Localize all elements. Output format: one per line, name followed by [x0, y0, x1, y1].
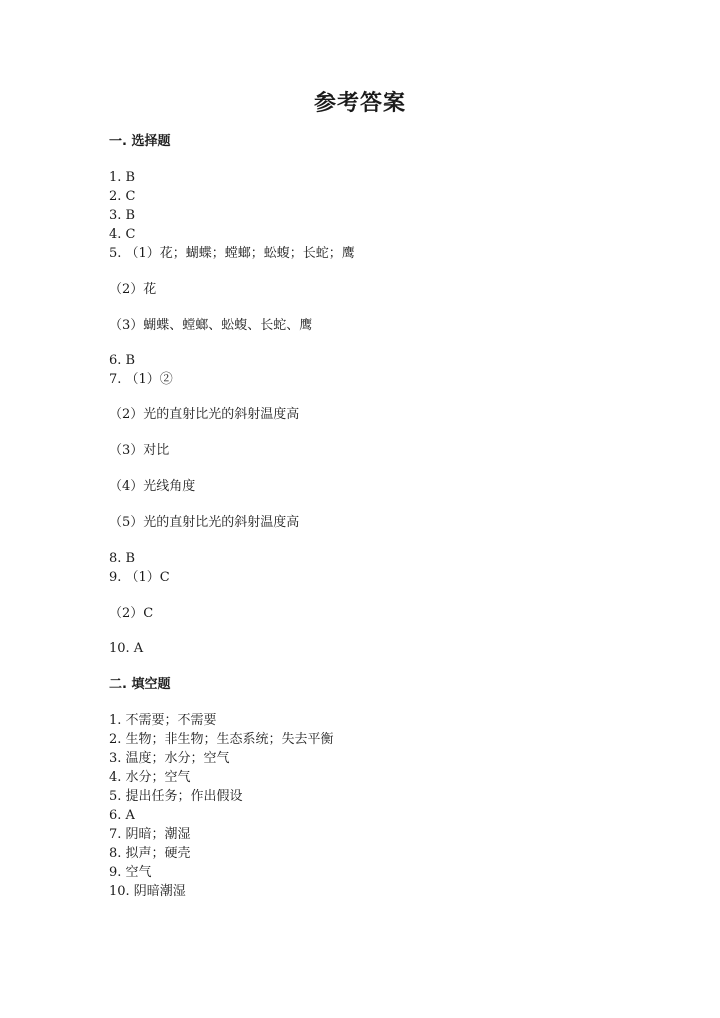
answer-line: 9. （1）C — [109, 570, 170, 585]
answer-line: 7. 阴暗；潮湿 — [109, 827, 191, 842]
answer-line: 6. A — [109, 808, 135, 823]
answer-line: 9. 空气 — [109, 865, 152, 880]
answer-line: （4）光线角度 — [109, 479, 196, 494]
section-heading-choice: 一. 选择题 — [109, 134, 171, 149]
answer-line: 3. 温度；水分；空气 — [109, 751, 230, 766]
answer-line: 8. B — [109, 551, 136, 566]
answer-line: 10. A — [109, 641, 144, 656]
answer-line: 5. 提出任务；作出假设 — [109, 789, 243, 804]
answer-line: 1. 不需要；不需要 — [109, 713, 217, 728]
answer-line: （5）光的直射比光的斜射温度高 — [109, 515, 300, 530]
answer-line: （2）光的直射比光的斜射温度高 — [109, 407, 300, 422]
answer-line: 4. 水分；空气 — [109, 770, 191, 785]
answer-line: （3）蝴蝶、螳螂、蚣蝮、长蛇、鹰 — [109, 318, 313, 333]
answer-line: 6. B — [109, 353, 136, 368]
answer-line: 2. 生物；非生物；生态系统；失去平衡 — [109, 732, 334, 747]
answer-line: 10. 阴暗潮湿 — [109, 884, 186, 899]
answer-line: 7. （1）② — [109, 372, 173, 387]
answer-line: 5. （1）花；蝴蝶；螳螂；蚣蝮；长蛇；鹰 — [109, 246, 355, 261]
answer-line: （2）C — [109, 606, 154, 621]
section-heading-fill: 二. 填空题 — [109, 677, 171, 692]
answer-line: 8. 拟声；硬壳 — [109, 846, 191, 861]
answer-line: 1. B — [109, 170, 136, 185]
answer-line: （3）对比 — [109, 443, 170, 458]
answer-line: 3. B — [109, 208, 136, 223]
page-title: 参考答案 — [313, 91, 406, 116]
answer-line: 4. C — [109, 227, 136, 242]
answer-line: （2）花 — [109, 282, 157, 297]
answer-line: 2. C — [109, 189, 136, 204]
